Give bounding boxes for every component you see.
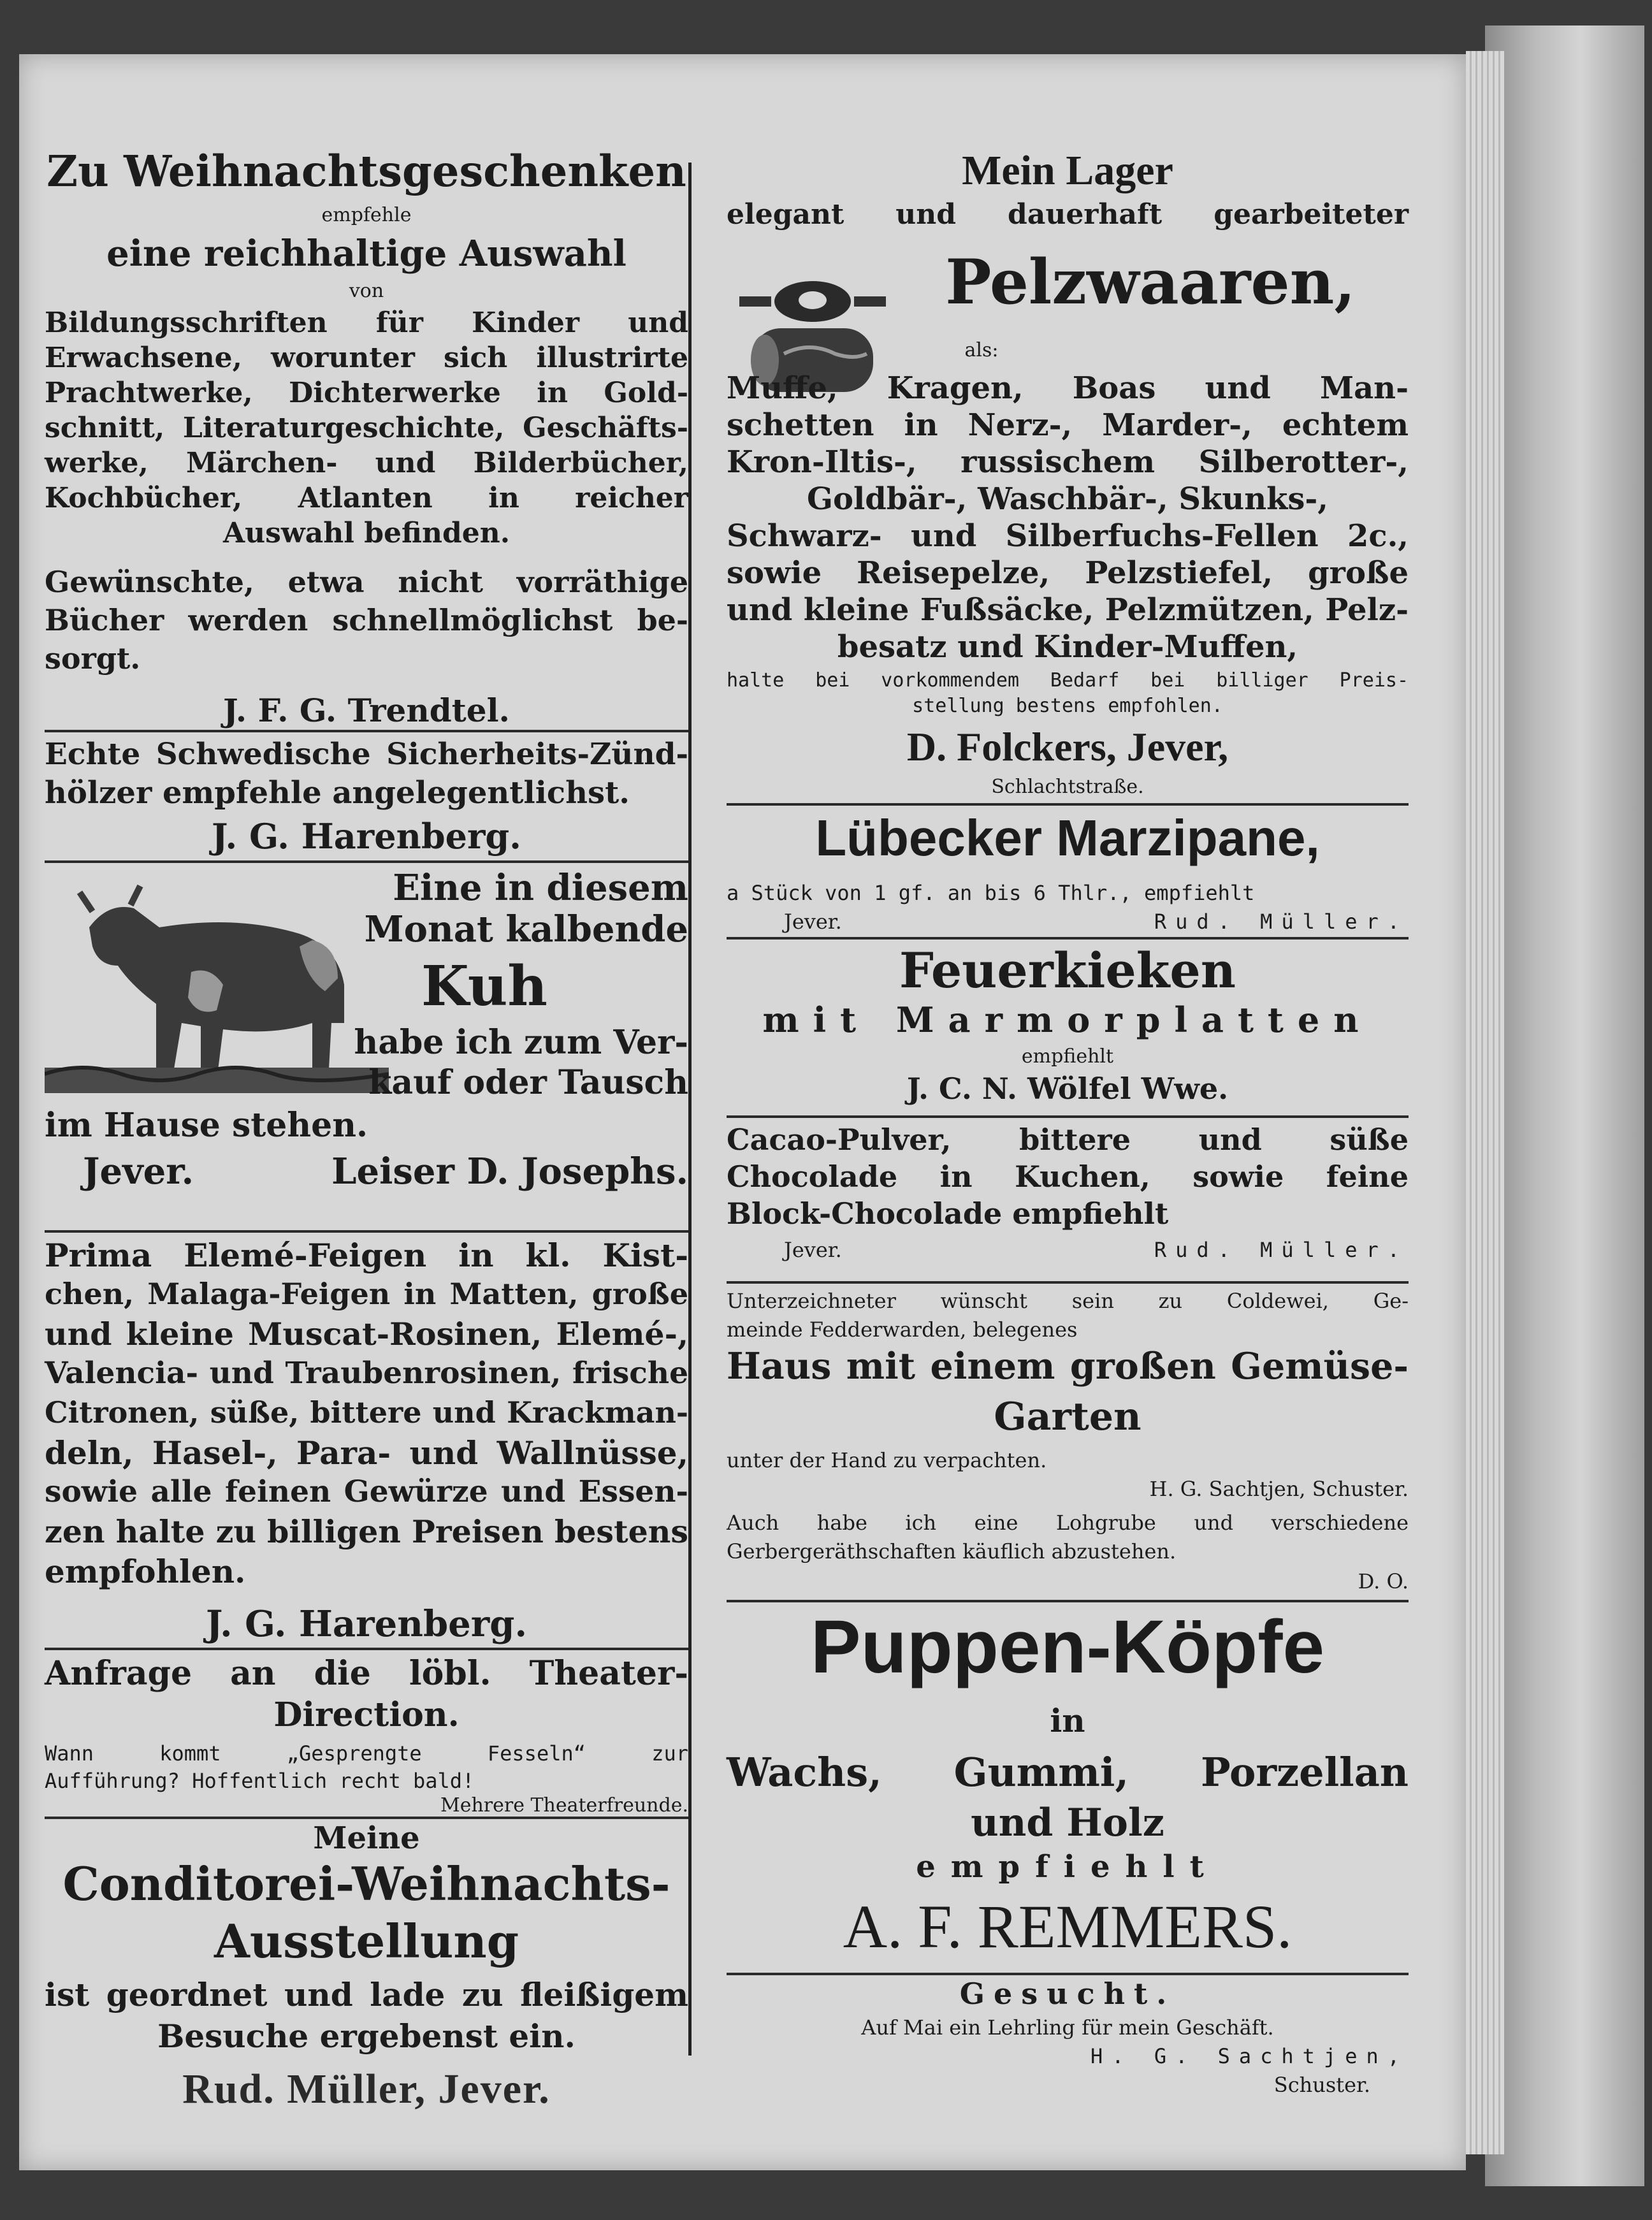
ad-separator [727,937,1409,940]
ad-title: Mein Lager [962,147,1173,194]
book-edge [1485,25,1644,2186]
ad-body-line: besatz und Kinder-Muffen, [837,629,1298,665]
ad-signature: H. G. Sachtjen, [1090,2044,1409,2068]
ad-body-line: Kochbücher, Atlanten in reicher [45,482,688,514]
ad-body-line: empfiehlt [916,1849,1219,1885]
ad-body-line: empfohlen. [45,1553,246,1590]
ad-separator [727,1600,1409,1602]
ad-body-line: Eine in diesem [393,867,688,909]
ad-body-line: hölzer empfehle angelegentlichst. [45,775,630,811]
ad-body-line: Kron-Iltis-, russischem Silberotter-, [727,444,1409,480]
ad-body-line: Cacao-Pulver, bittere und süße [727,1122,1409,1157]
ad-signature: Rud. Müller, Jever. [182,2066,551,2112]
ad-title: Zu Weihnachtsgeschenken [47,146,686,196]
ad-body-line: Chocolade in Kuchen, sowie feine [727,1159,1409,1194]
ad-signature: D. Folckers, Jever, [906,724,1229,769]
column-divider [688,163,692,2056]
ad-line: von [349,280,384,302]
ad-kuh [45,864,688,1233]
ad-headline: Puppen-Köpfe [810,1605,1325,1689]
ad-body-line: schetten in Nerz-, Marder-, echtem [727,407,1409,443]
ad-body-line: werke, Märchen- und Bilderbücher, [45,447,688,479]
ad-body-line: Gerbergeräthschaften käuflich abzustehen. [727,1539,1177,1563]
cow-illustration [45,876,389,1093]
ad-body-line: Block-Chocolade empfiehlt [727,1196,1169,1231]
ad-body-line: zen halte zu billigen Preisen bestens [45,1513,688,1550]
ad-headline: Pelzwaaren, [945,246,1356,318]
ad-body-line: a Stück von 1 gf. an bis 6 Thlr., empfiehlt [727,881,1255,905]
ad-body-line: Anfrage an die löbl. Theater- [45,1654,688,1693]
ad-body-line: Auch habe ich eine Lohgrube und verschiedene [727,1511,1409,1535]
ad-body-line: Besuche ergebenst ein. [157,2017,576,2055]
ad-haus-garten [727,1289,1409,1593]
ad-headline: Haus mit einem großen Gemüse- [727,1345,1409,1388]
ad-title: Gesucht. [959,1977,1176,2011]
ad-body-line: Wann kommt „Gesprengte Fesseln“ zur [45,1741,688,1766]
ad-separator [727,803,1409,806]
ad-body-line: Gewünschte, etwa nicht vorräthige [45,565,688,599]
ad-separator [727,1115,1409,1118]
ad-weihnachtsgeschenke [45,146,688,781]
ad-signature: Rud. Müller. [1154,1238,1409,1262]
ad-separator [45,1648,688,1650]
ad-place: Jever. [784,1238,842,1262]
ad-body-line: Bücher werden schnellmöglichst be- [45,603,688,637]
ad-separator [727,1281,1409,1284]
ad-body-line: Auf Mai ein Lehrling für mein Geschäft. [861,2015,1274,2040]
ad-body-line: chen, Malaga-Feigen in Matten, große [45,1277,688,1311]
ad-line: Schlachtstraße. [991,776,1144,798]
ad-headline: Feuerkieken [899,942,1236,999]
ad-body-line: Prima Elemé-Feigen in kl. Kist- [45,1237,688,1274]
ad-signature: Leiser D. Josephs. [331,1150,688,1193]
ad-body-line: Echte Schwedische Sicherheits-Zünd- [45,737,688,772]
ad-conditorei [45,1820,688,2116]
ad-body-line: ist geordnet und lade zu fleißigem [45,1976,688,2013]
ad-signature: H. G. Sachtjen, Schuster. [1149,1477,1409,1501]
ad-body-line: halte bei vorkommendem Bedarf bei billiger Preis- [727,669,1409,692]
ad-place: Jever. [83,1150,194,1193]
ad-body-line: unter der Hand zu verpachten. [727,1448,1047,1472]
ad-body-line: elegant und dauerhaft gearbeiteter [727,198,1409,231]
ad-body-line: Monat kalbende [364,908,688,950]
ad-feigen [45,1237,688,1648]
ad-body-line: Muffe, Kragen, Boas und Man- [727,370,1409,406]
ad-body-line: schnitt, Literaturgeschichte, Geschäfts- [45,412,688,444]
ad-line: empfiehlt [1021,1045,1114,1068]
ad-body-line: in [1050,1702,1085,1739]
ad-headline: und Holz [971,1801,1164,1845]
ad-body-line: Unterzeichneter wünscht sein zu Coldewei, Ge- [727,1289,1409,1313]
ad-signature: J. F. G. Trendtel. [223,692,510,729]
ad-signature: D. O. [1358,1569,1409,1593]
ad-headline: Kuh [421,954,547,1019]
ad-body-line: Bildungsschriften für Kinder und [45,307,688,339]
ad-body-line: und kleine Muscat-Rosinen, Elemé-, [45,1316,688,1353]
ad-separator [45,730,688,732]
ad-body-line: Meine [313,1820,420,1856]
ad-gesucht [727,1979,1409,2132]
ad-pelzwaaren [727,147,1409,832]
ad-body-line: deln, Hasel-, Para- und Wallnüsse, [45,1434,688,1472]
ad-body-line: sowie Reisepelze, Pelzstiefel, große [727,555,1409,591]
ad-headline: Ausstellung [214,1914,519,1968]
ad-body-line: im Hause stehen. [45,1106,368,1145]
ad-line: als: [964,339,999,361]
ad-body-line: Citronen, süße, bittere und Krackman- [45,1395,688,1430]
ad-body-line: sorgt. [45,641,141,676]
ad-line: Schuster. [1273,2073,1370,2097]
ad-body-line: und kleine Fußsäcke, Pelzmützen, Pelz- [727,592,1409,628]
ad-body-line: Erwachsene, worunter sich illustrirte [45,342,688,374]
ad-separator [45,1230,688,1233]
ad-body-line: Prachtwerke, Dichterwerke in Gold- [45,377,688,409]
ad-line: empfehle [321,204,412,226]
ad-body-line: stellung bestens empfohlen. [912,695,1223,717]
ad-body-line: Aufführung? Hoffentlich recht bald! [45,1769,475,1793]
ad-headline: Lübecker Marzipane, [815,809,1320,866]
ad-signature: J. C. N. Wölfel Wwe. [906,1071,1229,1106]
ad-signature: Mehrere Theaterfreunde. [440,1794,688,1817]
ad-subtitle: eine reichhaltige Auswahl [106,233,627,275]
ad-body-line: Schwarz- und Silberfuchs-Fellen 2c., [727,518,1409,554]
page-fore-edge [1466,51,1504,2154]
ad-signature: A. F. REMMERS. [843,1892,1293,1961]
ad-body-line: Auswahl befinden. [222,517,511,549]
ad-headline: Garten [994,1395,1141,1439]
ad-body-line: kauf oder Tausch [368,1063,688,1102]
ad-puppen-koepfe [727,1605,1409,1992]
ad-place: Jever. [784,910,842,934]
ad-signature: J. G. Harenberg. [212,816,521,857]
ad-separator [45,1817,688,1819]
ad-signature: Rud. Müller. [1154,910,1409,934]
ad-signature: J. G. Harenberg. [206,1603,527,1645]
ad-body-line: habe ich zum Ver- [354,1023,688,1062]
ad-separator [727,1973,1409,1975]
ad-body-line: Goldbär-, Waschbär-, Skunks-, [806,481,1328,517]
ad-cacao [727,1122,1409,1278]
ad-body-line: mit Marmorplatten [762,999,1373,1040]
ad-body-line: sowie alle feinen Gewürze und Essen- [45,1474,688,1509]
ad-theater [45,1654,688,1817]
ad-separator [45,860,688,863]
ad-headline: Conditorei-Weihnachts- [62,1857,670,1911]
ad-body-line: Direction. [273,1695,460,1734]
ad-body-line: Valencia- und Traubenrosinen, frische [45,1356,688,1391]
ad-headline: Wachs, Gummi, Porzellan [727,1749,1409,1796]
newspaper-page [19,54,1466,2170]
ad-body-line: meinde Fedderwarden, belegenes [727,1317,1078,1342]
